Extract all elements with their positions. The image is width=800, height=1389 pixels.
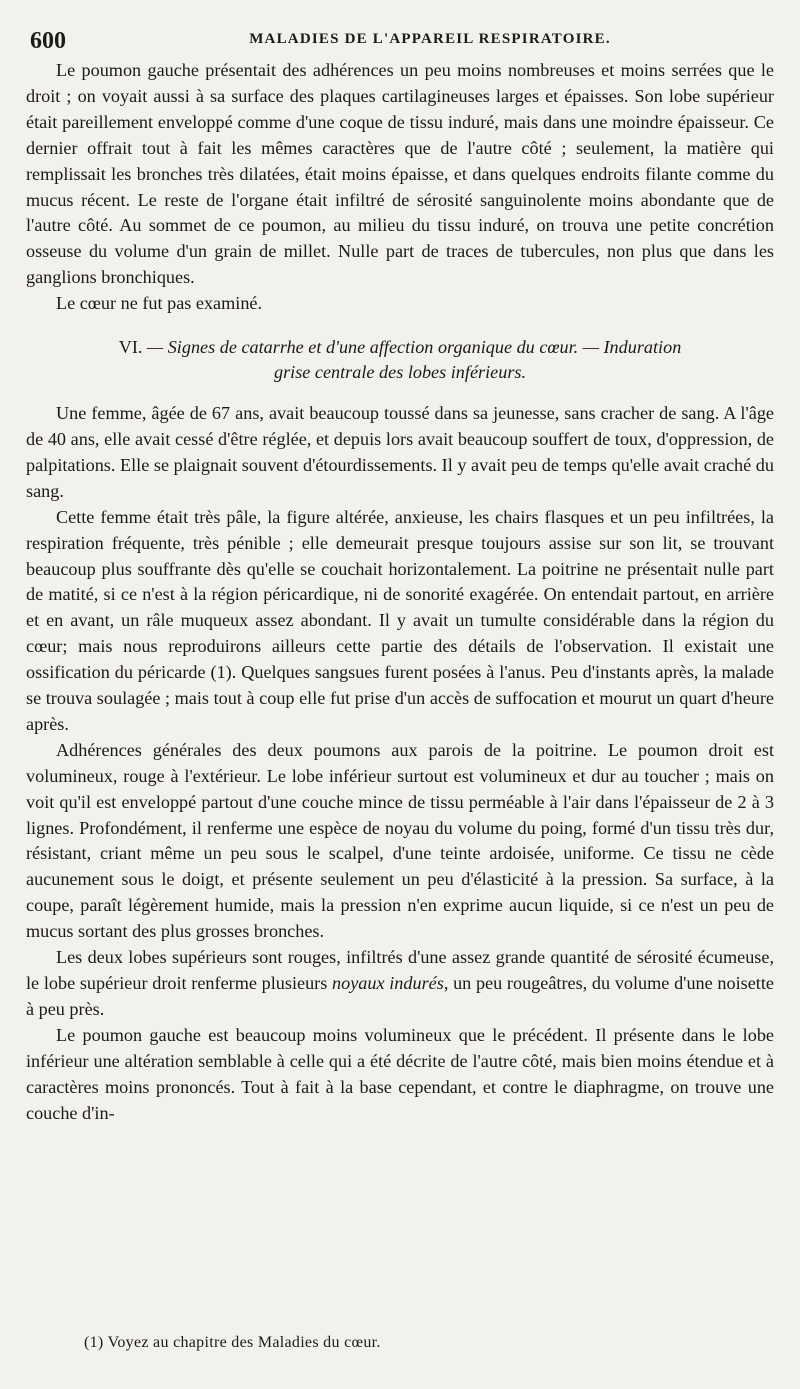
italic-term: noyaux indurés: [332, 973, 444, 993]
paragraph: [26, 945, 774, 1023]
section-heading-line2: [26, 360, 774, 385]
section-heading-line1: [26, 335, 774, 360]
page-header: [26, 28, 774, 58]
paragraph: Une femme, âgée de 67 ans, avait beaucoup toussé dans sa jeunesse, sans cracher de sang. A l'âge de 40 ans, elle avait cessé d'être réglée, et depuis lors avait beaucoup souffert de toux, d'oppression, de palpitations. Elle se plaignait souvent d'étourdissements. Il y avait peu de temps qu'elle avait craché du sang.: [26, 403, 774, 501]
paragraph: Adhérences générales des deux poumons aux parois de la poitrine. Le poumon droit est volumineux, rouge à l'extérieur. Le lobe inférieur surtout est volumineux et dur au toucher ; mais on voit qu'il est enveloppé partout d'une couche mince de tissu perméable à l'air dans l'épaisseur de 2 à 3 lignes. Profondément, il renferme une espèce de noyau du volume du poing, formé d'un tissu très dur, résistant, criant même un peu sous le scalpel, d'une teinte ardoisée, uniforme. Ce tissu ne cède aucunement sous le doigt, et présente seulement un peu d'élasticité à la pression. Sa surface, à la coupe, paraît légèrement humide, mais la pression n'en exprime aucun liquide, si ce n'est un peu de mucus sortant des plus grosses bronches.: [26, 739, 774, 942]
footnote: (1) Voyez au chapitre des Maladies du cœur.: [84, 1334, 381, 1351]
section-title-line1: — Signes de catarrhe et d'une affection organique du cœur. — Induration: [146, 337, 682, 358]
document-page: [26, 28, 774, 1368]
paragraph: Cette femme était très pâle, la figure altérée, anxieuse, les chairs flasques et un peu infiltrées, la respiration fréquente, très pénible ; elle demeurait presque toujours assise sur son lit, se trouvant beaucoup plus souffrante dès qu'elle se couchait horizontalement. La poitrine ne présentait nulle part de matité, si ce n'est à la région péricardique, ni de sonorité exagérée. On entendait partout, en arrière et en avant, un râle muqueux assez abondant. Il y avait un tumulte considérable dans la région du cœur; mais nous reproduirons ailleurs cette partie des détails de l'observation. Il existait une ossification du péricarde (1). Quelques sangsues furent posées à l'anus. Peu d'instants après, la malade se trouva soulagée ; mais tout à coup elle fut prise d'un accès de suffocation et mourut un quart d'heure après.: [26, 506, 774, 734]
body-text: [26, 58, 774, 317]
paragraph-text: , un peu rougeâtres, du volume d'une noisette à peu près.: [26, 973, 774, 1019]
paragraph: Le poumon gauche est beaucoup moins volumineux que le précédent. Il présente dans le lobe inférieur une altération semblable à celle qui a été décrite de l'autre côté, mais bien moins étendue et à caractères moins prononcés. Tout à fait à la base cependant, et contre le diaphragme, on trouve une couche d'in-: [26, 1024, 774, 1123]
section-heading: [26, 335, 774, 385]
paragraph: Le poumon gauche présentait des adhérences un peu moins nombreuses et moins serrées que le droit ; on voyait aussi à sa surface des plaques cartilagineuses larges et épaisses. Son lobe supérieur était pareillement enveloppé comme d'une coque de tissu induré, mais dans une moindre épaisseur. Ce dernier offrait tout à fait les mêmes caractères que de l'autre côté ; seulement, la matière qui remplissait les bronches très dilatées, était moins épaisse, et dans quelques endroits filante comme du mucus récent. Le reste de l'organe était infiltré de sérosité sanguinolente moins abondante que de l'autre côté. Au sommet de ce poumon, au milieu du tissu induré, on trouva une petite concrétion osseuse du volume d'un grain de millet. Nulle part de traces de tubercules, non plus que dans les ganglions bronchiques.: [26, 60, 774, 288]
paragraph: Le cœur ne fut pas examiné.: [56, 293, 263, 314]
section-title-line2: grise centrale des lobes inférieurs.: [273, 362, 527, 383]
running-title: MALADIES DE L'APPAREIL RESPIRATOIRE.: [249, 31, 611, 47]
page-number: 600: [30, 28, 66, 54]
section-numeral: VI.: [118, 337, 143, 358]
paragraph-text: Les deux lobes supérieurs sont rouges, infiltrés d'une assez grande quantité de sérosité écumeuse, le lobe supérieur droit renferme plusieurs: [26, 947, 774, 993]
body-text-section: [26, 401, 774, 1126]
